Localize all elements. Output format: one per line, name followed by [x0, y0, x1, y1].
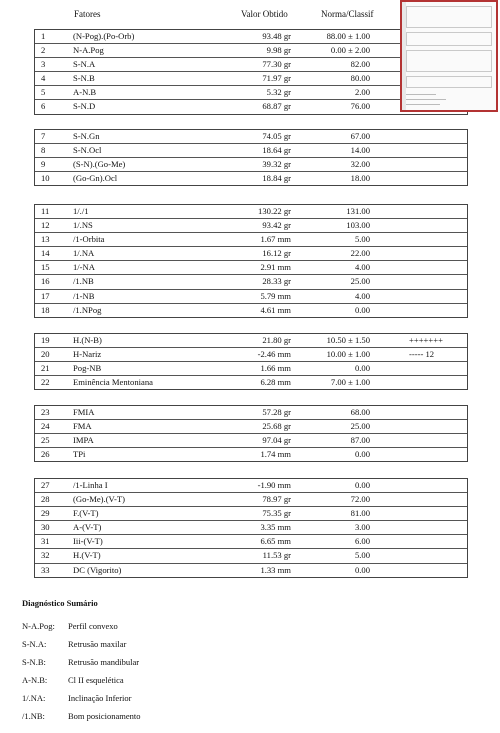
measured-value: 18.64 gr: [262, 145, 291, 156]
diagnostic-item: [22, 617, 322, 635]
norm-value: 18.00: [350, 173, 370, 184]
factor-name: /1-Linha I: [73, 480, 108, 490]
norm-value: 0.00: [354, 304, 370, 315]
row-number: 30: [41, 522, 50, 533]
measured-value: 1.66 mm: [260, 363, 291, 374]
header-fatores: Fatores: [74, 9, 101, 19]
table-row: [35, 334, 467, 348]
factor-name: F.(V-T): [73, 508, 99, 519]
deviation-mark: ----- 12: [409, 349, 435, 360]
factor-name: /1-Orbita: [73, 234, 105, 245]
row-number: 14: [41, 248, 50, 259]
table-row: [35, 362, 467, 376]
factor-name: FMIA: [73, 407, 95, 417]
table-row: [35, 406, 467, 420]
row-number: 28: [41, 494, 50, 505]
factor-name: S-N.A: [73, 59, 96, 70]
table-row: [35, 564, 467, 577]
norm-value: 10.50 ± 1.50: [326, 335, 370, 345]
table-row: [35, 420, 467, 434]
factor-name: A-N.B: [73, 87, 97, 98]
table-row: [35, 233, 467, 247]
row-number: 11: [41, 206, 50, 216]
measured-value: 25.68 gr: [262, 421, 291, 432]
table-row: [35, 448, 467, 461]
row-number: 16: [41, 276, 50, 287]
diagnostic-value: Inclinação Inferior: [68, 693, 132, 703]
diagnostic-value: Cl II esquelética: [68, 675, 124, 685]
measured-value: 68.87 gr: [262, 101, 291, 112]
row-number: 13: [41, 234, 50, 245]
measurement-group: [34, 204, 468, 318]
norm-value: 10.00 ± 1.00: [326, 349, 370, 360]
diagnostic-list: [22, 617, 322, 725]
diagnostic-item: [22, 635, 322, 653]
row-number: 32: [41, 550, 50, 561]
table-row: [35, 219, 467, 233]
table-row: [35, 507, 467, 521]
diagnostic-key: N-A.Pog:: [22, 621, 55, 631]
norm-value: 81.00: [350, 508, 370, 519]
norm-value: 25.00: [350, 276, 370, 287]
measured-value: 71.97 gr: [262, 73, 291, 84]
norm-value: 22.00: [350, 248, 370, 259]
measured-value: 74.05 gr: [262, 131, 291, 141]
measured-value: 6.65 mm: [260, 536, 291, 547]
factor-name: Iii-(V-T): [73, 536, 103, 547]
measured-value: 21.80 gr: [262, 335, 291, 345]
row-number: 26: [41, 449, 50, 460]
measured-value: 5.32 gr: [266, 87, 291, 98]
measured-value: 78.97 gr: [262, 494, 291, 505]
diagnostic-key: /1.NB:: [22, 711, 45, 721]
thumbnail-block: [406, 50, 492, 72]
norm-value: 7.00 ± 1.00: [330, 377, 370, 388]
row-number: 18: [41, 304, 50, 315]
diagnostic-value: Perfil convexo: [68, 621, 118, 631]
thumbnail-line: [406, 104, 440, 105]
norm-value: 5.00: [354, 234, 370, 245]
measured-value: 77.30 gr: [262, 59, 291, 70]
measured-value: 130.22 gr: [258, 206, 291, 216]
measured-value: 18.84 gr: [262, 173, 291, 184]
factor-name: 1/.NA: [73, 248, 95, 259]
factor-name: TPi: [73, 449, 86, 460]
diagnostic-key: 1/.NA:: [22, 693, 46, 703]
row-number: 21: [41, 363, 50, 374]
row-number: 9: [41, 159, 46, 170]
table-row: [35, 348, 467, 362]
norm-value: 103.00: [346, 220, 370, 231]
table-row: [35, 549, 467, 563]
measured-value: 1.67 mm: [260, 234, 291, 245]
norm-value: 0.00 ± 2.00: [330, 45, 370, 56]
norm-value: 14.00: [350, 145, 370, 156]
norm-value: 0.00: [354, 449, 370, 460]
row-number: 20: [41, 349, 50, 360]
norm-value: 25.00: [350, 421, 370, 432]
norm-value: 131.00: [346, 206, 370, 216]
table-row: [35, 521, 467, 535]
norm-value: 88.00 ± 1.00: [326, 31, 370, 41]
norm-value: 82.00: [350, 59, 370, 70]
measured-value: 16.12 gr: [262, 248, 291, 259]
measurement-group: [34, 405, 468, 462]
table-row: [35, 158, 467, 172]
factor-name: (Go-Gn).Ocl: [73, 173, 118, 184]
row-number: 17: [41, 290, 50, 301]
table-row: [35, 434, 467, 448]
norm-value: 67.00: [350, 131, 370, 141]
measured-value: 1.33 mm: [260, 564, 291, 575]
table-row: [35, 275, 467, 289]
norm-value: 32.00: [350, 159, 370, 170]
diagnostic-value: Bom posicionamento: [68, 711, 141, 721]
measured-value: 6.28 mm: [260, 377, 291, 388]
table-row: [35, 376, 467, 389]
measured-value: 5.79 mm: [260, 290, 291, 301]
measured-value: -1.90 mm: [257, 480, 291, 490]
row-number: 15: [41, 262, 50, 273]
norm-value: 2.00: [354, 87, 370, 98]
factor-name: S-N.B: [73, 73, 95, 84]
row-number: 3: [41, 59, 46, 70]
factor-name: S-N.Gn: [73, 131, 100, 141]
factor-name: S-N.D: [73, 101, 96, 112]
factor-name: H.(N-B): [73, 335, 102, 345]
factor-name: DC (Vigorito): [73, 564, 122, 575]
thumbnail-block: [406, 6, 492, 28]
norm-value: 4.00: [354, 262, 370, 273]
measured-value: 9.98 gr: [266, 45, 291, 56]
row-number: 25: [41, 435, 50, 446]
diagnostic-item: [22, 671, 322, 689]
diagnostic-key: S-N.B:: [22, 657, 46, 667]
row-number: 4: [41, 73, 46, 84]
measured-value: 3.35 mm: [260, 522, 291, 533]
measured-value: 28.33 gr: [262, 276, 291, 287]
measurement-group: [34, 478, 468, 578]
norm-value: 87.00: [350, 435, 370, 446]
norm-value: 76.00: [350, 101, 370, 112]
diagnostic-value: Retrusão maxilar: [68, 639, 127, 649]
row-number: 24: [41, 421, 50, 432]
table-row: [35, 130, 467, 144]
table-row: [35, 172, 467, 185]
norm-value: 72.00: [350, 494, 370, 505]
deviation-mark: +++++++: [409, 335, 443, 345]
diagnostic-key: S-N.A:: [22, 639, 47, 649]
diagnostic-item: [22, 707, 322, 725]
diagnostic-item: [22, 689, 322, 707]
row-number: 6: [41, 101, 46, 112]
table-row: [35, 493, 467, 507]
factor-name: A-(V-T): [73, 522, 102, 533]
row-number: 5: [41, 87, 46, 98]
factor-name: /1.NPog: [73, 304, 102, 315]
row-number: 27: [41, 480, 50, 490]
row-number: 19: [41, 335, 50, 345]
row-number: 31: [41, 536, 50, 547]
norm-value: 6.00: [354, 536, 370, 547]
norm-value: 68.00: [350, 407, 370, 417]
norm-value: 0.00: [354, 564, 370, 575]
factor-name: 1/-NA: [73, 262, 95, 273]
norm-value: 4.00: [354, 290, 370, 301]
factor-name: 1/./1: [73, 206, 89, 216]
measured-value: 57.28 gr: [262, 407, 291, 417]
diagnostic-item: [22, 653, 322, 671]
measured-value: 93.48 gr: [262, 31, 291, 41]
header-valor-obtido: Valor Obtido: [241, 9, 288, 19]
table-row: [35, 479, 467, 493]
row-number: 10: [41, 173, 50, 184]
norm-value: 3.00: [354, 522, 370, 533]
thumbnail-line: [406, 99, 446, 100]
factor-name: (S-N).(Go-Me): [73, 159, 126, 170]
factor-name: IMPA: [73, 435, 94, 446]
row-number: 1: [41, 31, 46, 41]
measured-value: 97.04 gr: [262, 435, 291, 446]
table-row: [35, 535, 467, 549]
page-thumbnail[interactable]: [400, 0, 498, 112]
diagnostic-title: Diagnóstico Sumário: [22, 598, 98, 608]
factor-name: N-A.Pog: [73, 45, 104, 56]
factor-name: S-N.Ocl: [73, 145, 102, 156]
table-row: [35, 144, 467, 158]
thumbnail-block: [406, 32, 492, 46]
measurement-group: [34, 129, 468, 186]
row-number: 12: [41, 220, 50, 231]
row-number: 29: [41, 508, 50, 519]
row-number: 7: [41, 131, 46, 141]
norm-value: 80.00: [350, 73, 370, 84]
row-number: 2: [41, 45, 46, 56]
row-number: 8: [41, 145, 46, 156]
measured-value: 75.35 gr: [262, 508, 291, 519]
norm-value: 5.00: [354, 550, 370, 561]
measured-value: 4.61 mm: [260, 304, 291, 315]
table-row: [35, 290, 467, 304]
factor-name: /1-NB: [73, 290, 95, 301]
factor-name: Eminência Mentoniana: [73, 377, 153, 388]
factor-name: Pog-NB: [73, 363, 102, 374]
measured-value: 1.74 mm: [260, 449, 291, 460]
factor-name: H.(V-T): [73, 550, 101, 561]
measured-value: -2.46 mm: [257, 349, 291, 360]
factor-name: H-Nariz: [73, 349, 102, 360]
diagnostic-key: A-N.B:: [22, 675, 48, 685]
row-number: 22: [41, 377, 50, 388]
diagnostic-value: Retrusão mandibular: [68, 657, 140, 667]
measured-value: 39.32 gr: [262, 159, 291, 170]
measured-value: 2.91 mm: [260, 262, 291, 273]
row-number: 33: [41, 564, 50, 575]
measured-value: 11.53 gr: [262, 550, 291, 561]
table-row: [35, 261, 467, 275]
diagnostic-summary: [22, 598, 322, 725]
row-number: 23: [41, 407, 50, 417]
factor-name: (N-Pog).(Po-Orb): [73, 31, 135, 41]
measurement-group: [34, 333, 468, 390]
measured-value: 93.42 gr: [262, 220, 291, 231]
factor-name: /1.NB: [73, 276, 94, 287]
factor-name: (Go-Me).(V-T): [73, 494, 125, 505]
norm-value: 0.00: [354, 363, 370, 374]
header-norma-classif: Norma/Classif: [321, 9, 374, 19]
table-row: [35, 304, 467, 317]
factor-name: 1/.NS: [73, 220, 93, 231]
norm-value: 0.00: [354, 480, 370, 490]
table-row: [35, 247, 467, 261]
thumbnail-line: [406, 94, 436, 95]
thumbnail-block: [406, 76, 492, 88]
table-row: [35, 205, 467, 219]
factor-name: FMA: [73, 421, 92, 432]
